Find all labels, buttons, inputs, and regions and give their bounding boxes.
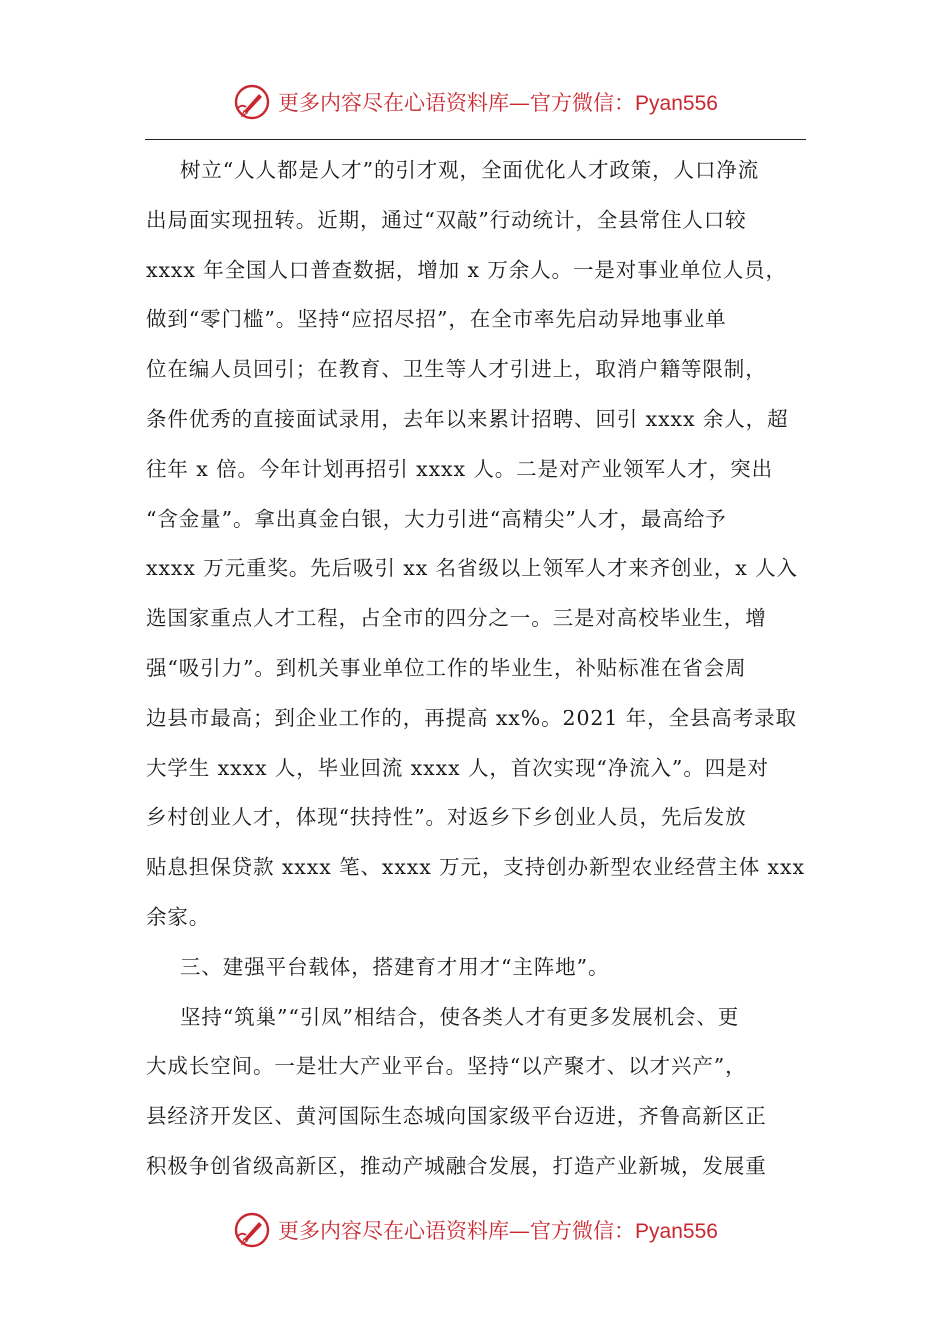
paragraph-line: 做到“零门槛”。坚持“应招尽招”，在全市率先启动异地事业单 [146, 307, 727, 332]
watermark-header [0, 77, 950, 127]
section-heading: 三、建强平台载体，搭建育才用才“主阵地”。 [180, 954, 610, 979]
pen-logo-icon [232, 82, 272, 122]
paragraph-line: 边县市最高；到企业工作的，再提高 xx%。2021 年，全县高考录取 [146, 705, 797, 730]
paragraph-line: 余家。 [146, 904, 211, 929]
watermark-header-content [232, 82, 718, 122]
paragraph-line: 积极争创省级高新区，推动产城融合发展，打造产业新城，发展重 [146, 1153, 767, 1178]
paragraph-line: 选国家重点人才工程，占全市的四分之一。三是对高校毕业生，增 [146, 606, 767, 631]
header-divider [145, 139, 806, 140]
paragraph-line: 树立“人人都是人才”的引才观，全面优化人才政策，人口净流 [180, 158, 760, 182]
paragraph-line: 强“吸引力”。到机关事业单位工作的毕业生，补贴标准在省会周 [146, 655, 747, 680]
paragraph-line: 坚持“筑巢”“引凤”相结合，使各类人才有更多发展机会、更 [180, 1004, 740, 1029]
paragraph-line: “含金量”。拿出真金白银，大力引进“高精尖”人才，最高给予 [146, 506, 727, 531]
paragraph-line: xxxx 年全国人口普查数据，增加 x 万余人。一是对事业单位人员， [146, 257, 787, 282]
paragraph-line: 乡村创业人才，体现“扶持性”。对返乡下乡创业人员，先后发放 [146, 805, 747, 830]
paragraph-line: 位在编人员回引；在教育、卫生等人才引进上，取消户籍等限制， [146, 357, 767, 382]
watermark-header-text: 更多内容尽在心语资料库—官方微信：Pyan556 [278, 91, 718, 115]
paragraph-line: 往年 x 倍。今年计划再招引 xxxx 人。二是对产业领军人才，突出 [146, 456, 773, 481]
paragraph-line: 贴息担保贷款 xxxx 笔、xxxx 万元，支持创办新型农业经营主体 xxx [146, 855, 805, 880]
paragraph-line: xxxx 万元重奖。先后吸引 xx 名省级以上领军人才来齐创业，x 人入 [146, 556, 798, 581]
paragraph-line: 条件优秀的直接面试录用，去年以来累计招聘、回引 xxxx 余人，超 [146, 406, 789, 431]
watermark-footer [0, 1205, 950, 1255]
watermark-footer-text: 更多内容尽在心语资料库—官方微信：Pyan556 [278, 1219, 718, 1243]
paragraph-line: 县经济开发区、黄河国际生态城向国家级平台迈进，齐鲁高新区正 [146, 1104, 767, 1129]
paragraph-line: 出局面实现扭转。近期，通过“双敲”行动统计，全县常住人口较 [146, 207, 747, 232]
document-body [146, 146, 806, 1192]
paragraph-line: 大学生 xxxx 人，毕业回流 xxxx 人，首次实现“净流入”。四是对 [146, 755, 769, 780]
paragraph-line: 大成长空间。一是壮大产业平台。坚持“以产聚才、以才兴产”， [146, 1054, 747, 1079]
watermark-footer-content [232, 1210, 718, 1250]
pen-logo-icon [232, 1210, 272, 1250]
